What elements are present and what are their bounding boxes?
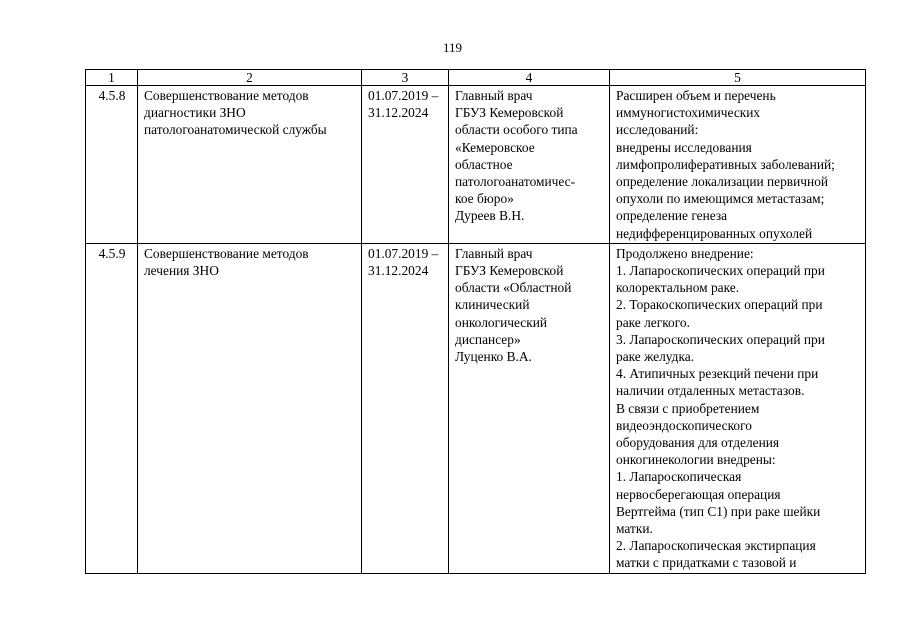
cell-line: диагностики ЗНО bbox=[144, 105, 246, 121]
cell-line: Вертгейма (тип С1) при раке шейки bbox=[616, 503, 821, 519]
cell-line: диспансер» bbox=[455, 331, 521, 347]
cell-line: определение генеза bbox=[616, 208, 728, 224]
cell-line: определение локализации первичной bbox=[616, 174, 829, 190]
cell-line: области особого типа bbox=[455, 122, 578, 138]
cell-line: наличии отдаленных метастазов. bbox=[616, 383, 805, 399]
cell-line: Продолжено внедрение: bbox=[616, 245, 754, 261]
item-number: 4.5.9 bbox=[86, 243, 138, 573]
cell-line: 01.07.2019 – bbox=[368, 245, 439, 261]
cell-line: недифференцированных опухолей bbox=[616, 225, 813, 241]
cell-line: ГБУЗ Кемеровской bbox=[455, 105, 564, 121]
cell-line: ГБУЗ Кемеровской bbox=[455, 263, 564, 279]
column-number: 5 bbox=[610, 70, 866, 86]
table-row bbox=[86, 243, 866, 573]
cell-line: колоректальном раке. bbox=[616, 280, 740, 296]
cell-line: нервосберегающая операция bbox=[616, 486, 781, 502]
cell-line: Расширен объем и перечень bbox=[616, 88, 776, 103]
responsible-cell bbox=[449, 243, 610, 573]
page-number: 119 bbox=[442, 40, 463, 55]
column-number: 2 bbox=[138, 70, 362, 86]
cell-line: Совершенствование методов bbox=[144, 245, 309, 261]
cell-line: опухоли по имеющимся метастазам; bbox=[616, 191, 825, 207]
cell-line: области «Областной bbox=[455, 280, 572, 296]
cell-line: 3. Лапароскопических операций при bbox=[616, 331, 825, 347]
cell-line: 31.12.2024 bbox=[368, 263, 429, 279]
cell-line: клинический bbox=[455, 297, 530, 313]
responsible-cell bbox=[449, 86, 610, 244]
cell-line: Совершенствование методов bbox=[144, 88, 309, 103]
cell-line: Луценко В.А. bbox=[455, 349, 532, 365]
cell-line: онкологический bbox=[455, 314, 548, 330]
result-cell bbox=[610, 243, 866, 573]
cell-line: областное bbox=[455, 156, 513, 172]
result-cell bbox=[610, 86, 866, 244]
period-cell bbox=[362, 86, 449, 244]
cell-line: Главный врач bbox=[455, 88, 533, 103]
measure-cell bbox=[138, 243, 362, 573]
cell-line: патологоанатомической службы bbox=[144, 122, 327, 138]
cell-line: матки. bbox=[616, 521, 653, 537]
cell-line: исследований: bbox=[616, 122, 699, 138]
cell-line: 01.07.2019 – bbox=[368, 88, 439, 103]
table-row bbox=[86, 86, 866, 244]
measure-cell bbox=[138, 86, 362, 244]
cell-line: патологоанатомичес- bbox=[455, 174, 576, 190]
cell-line: кое бюро» bbox=[455, 191, 514, 207]
cell-line: 31.12.2024 bbox=[368, 105, 429, 121]
cell-line: оборудования для отделения bbox=[616, 435, 780, 451]
cell-line: раке желудка. bbox=[616, 349, 695, 365]
item-number: 4.5.8 bbox=[86, 86, 138, 244]
cell-line: «Кемеровское bbox=[455, 139, 535, 155]
cell-line: 2. Лапароскопическая экстирпация bbox=[616, 538, 816, 554]
cell-line: 4. Атипичных резекций печени при bbox=[616, 366, 819, 382]
cell-line: внедрены исследования bbox=[616, 139, 752, 155]
column-number: 4 bbox=[449, 70, 610, 86]
cell-line: матки с придатками с тазовой и bbox=[616, 555, 797, 571]
cell-line: В связи с приобретением bbox=[616, 400, 760, 416]
cell-line: 1. Лапароскопическая bbox=[616, 469, 742, 485]
cell-line: раке легкого. bbox=[616, 314, 690, 330]
cell-line: 2. Торакоскопических операций при bbox=[616, 297, 823, 313]
cell-line: 1. Лапароскопических операций при bbox=[616, 263, 825, 279]
period-cell bbox=[362, 243, 449, 573]
cell-line: лечения ЗНО bbox=[144, 263, 219, 279]
cell-line: Дуреев В.Н. bbox=[455, 208, 525, 224]
column-number-row bbox=[86, 70, 866, 86]
cell-line: иммуногистохимических bbox=[616, 105, 761, 121]
column-number: 3 bbox=[362, 70, 449, 86]
cell-line: онкогинекологии внедрены: bbox=[616, 452, 776, 468]
column-number: 1 bbox=[86, 70, 138, 86]
cell-line: видеоэндоскопического bbox=[616, 417, 752, 433]
cell-line: лимфопролиферативных заболеваний; bbox=[616, 156, 835, 172]
cell-line: Главный врач bbox=[455, 245, 533, 261]
measures-table bbox=[85, 69, 866, 574]
